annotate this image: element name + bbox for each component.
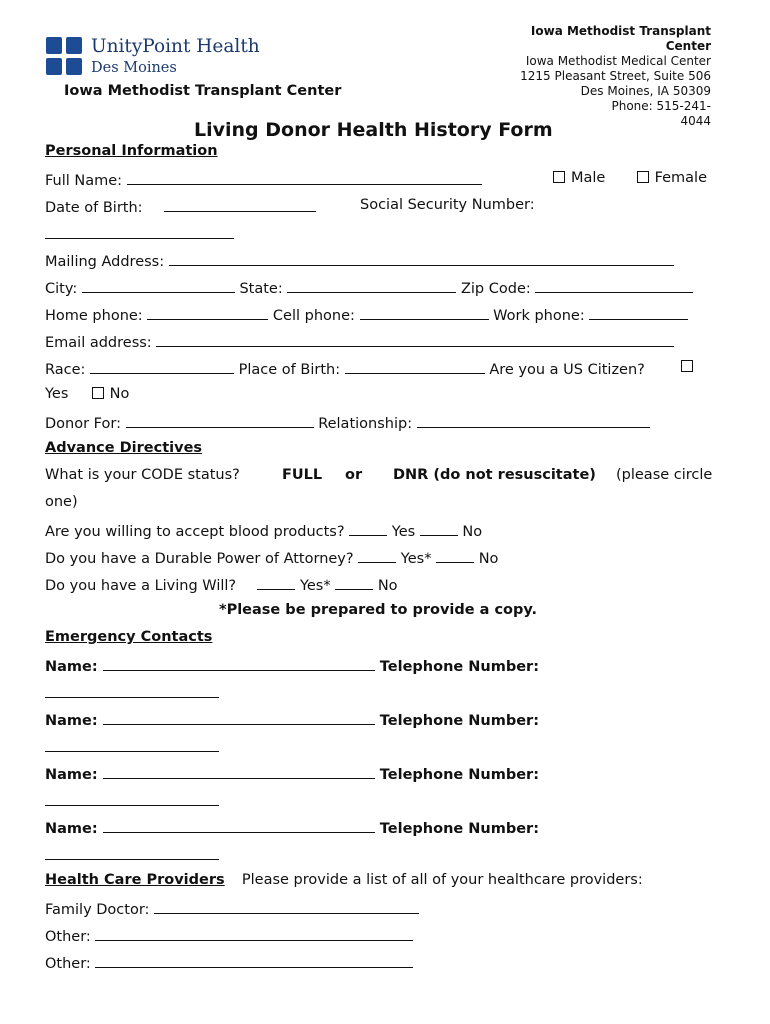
citizen-no-checkbox[interactable] (92, 387, 104, 399)
blood-no-field[interactable] (420, 521, 458, 536)
code-or: or (345, 467, 363, 483)
email-field[interactable] (156, 332, 674, 347)
emergency-name-label: Name: (45, 767, 98, 783)
unitypoint-logo-icon (46, 37, 82, 75)
emergency-telephone-label: Telephone Number: (379, 659, 539, 675)
zip-field[interactable] (535, 278, 693, 293)
will-question: Do you have a Living Will? (45, 578, 237, 594)
gender-options (553, 170, 707, 186)
city-field[interactable] (82, 278, 235, 293)
poa-no-field[interactable] (436, 548, 474, 563)
poa-row (45, 548, 498, 567)
full-name-row (45, 170, 482, 189)
poa-yes-field[interactable] (358, 548, 396, 563)
female-label: Female (654, 170, 708, 186)
home-phone-label: Home phone: (45, 308, 143, 324)
race-label: Race: (45, 362, 86, 378)
will-yes-field[interactable] (257, 575, 295, 590)
ssn-label: Social Security Number: (360, 197, 535, 213)
emergency-telephone-label: Telephone Number: (379, 767, 539, 783)
section-heading-personal: Personal Information (45, 143, 218, 159)
code-question: What is your CODE status? (45, 467, 240, 483)
header-right-line-4: Phone: 515-241- (611, 99, 711, 113)
blood-no-label: No (462, 524, 483, 540)
emergency-name-field-4[interactable] (103, 818, 375, 833)
birthplace-field[interactable] (345, 359, 485, 374)
blood-yes-field[interactable] (349, 521, 387, 536)
female-checkbox[interactable] (637, 171, 649, 183)
male-label: Male (571, 170, 606, 186)
code-full-option[interactable]: FULL (282, 467, 323, 483)
work-phone-field[interactable] (589, 305, 688, 320)
dob-field[interactable] (164, 197, 316, 212)
male-checkbox[interactable] (553, 171, 565, 183)
form-title: Living Donor Health History Form (194, 119, 557, 141)
header-right-line-2: 1215 Pleasant Street, Suite 506 (520, 69, 711, 83)
emergency-contact-3 (45, 764, 539, 783)
email-label: Email address: (45, 335, 152, 351)
donor-row (45, 413, 650, 432)
header-address-block (451, 24, 711, 128)
citizen-label: Are you a US Citizen? (489, 362, 645, 378)
code-circle-note: (please circle (616, 467, 713, 483)
emergency-name-label: Name: (45, 659, 98, 675)
relationship-label: Relationship: (318, 416, 413, 432)
section-heading-providers: Health Care Providers (45, 872, 225, 888)
home-phone-field[interactable] (147, 305, 268, 320)
state-label: State: (239, 281, 283, 297)
family-doctor-field[interactable] (154, 899, 419, 914)
dob-row (45, 197, 316, 216)
emergency-contact-2 (45, 710, 539, 729)
poa-no-label: No (478, 551, 499, 567)
citizen-yes-checkbox[interactable] (681, 360, 693, 372)
poa-question: Do you have a Durable Power of Attorney? (45, 551, 354, 567)
emergency-name-label: Name: (45, 821, 98, 837)
logo-city: Des Moines (91, 60, 177, 76)
poa-yes-label: Yes* (400, 551, 432, 567)
city-state-zip-row (45, 278, 693, 297)
other-provider-label: Other: (45, 956, 91, 972)
citizen-no-label: No (109, 386, 130, 402)
header-right-title-1: Iowa Methodist Transplant (530, 24, 711, 38)
header-right-line-1: Iowa Methodist Medical Center (525, 54, 711, 68)
state-field[interactable] (287, 278, 456, 293)
will-no-field[interactable] (335, 575, 373, 590)
other-provider-field-1[interactable] (95, 926, 413, 941)
will-row (45, 575, 398, 594)
logo-name: UnityPoint Health (91, 36, 260, 57)
header-right-line-5: 4044 (680, 114, 711, 128)
emergency-telephone-label: Telephone Number: (379, 713, 539, 729)
other-provider-label: Other: (45, 929, 91, 945)
emergency-telephone-field-3[interactable] (45, 791, 219, 806)
citizen-options-row (45, 386, 129, 402)
will-no-label: No (377, 578, 398, 594)
header-right-line-3: Des Moines, IA 50309 (580, 84, 711, 98)
code-circle-note-cont: one) (45, 494, 78, 510)
work-phone-label: Work phone: (493, 308, 585, 324)
mailing-row (45, 251, 674, 270)
emergency-telephone-field-2[interactable] (45, 737, 219, 752)
header-center-name: Iowa Methodist Transplant Center (64, 83, 342, 99)
zip-label: Zip Code: (460, 281, 531, 297)
other-provider-field-2[interactable] (95, 953, 413, 968)
emergency-name-field-3[interactable] (103, 764, 375, 779)
family-doctor-label: Family Doctor: (45, 902, 150, 918)
emergency-name-field-1[interactable] (103, 656, 375, 671)
donor-for-field[interactable] (126, 413, 314, 428)
dob-label: Date of Birth: (45, 200, 143, 216)
race-birth-row (45, 359, 645, 378)
emergency-telephone-field-4[interactable] (45, 845, 219, 860)
emergency-telephone-label: Telephone Number: (379, 821, 539, 837)
race-field[interactable] (90, 359, 234, 374)
family-doctor-row (45, 899, 419, 918)
city-label: City: (45, 281, 78, 297)
copy-note: *Please be prepared to provide a copy. (219, 602, 538, 618)
other-provider-row-2 (45, 953, 413, 972)
email-row (45, 332, 674, 351)
birthplace-label: Place of Birth: (238, 362, 341, 378)
section-heading-advance: Advance Directives (45, 440, 203, 456)
other-provider-row-1 (45, 926, 413, 945)
blood-question: Are you willing to accept blood products? (45, 524, 345, 540)
donor-for-label: Donor For: (45, 416, 121, 432)
header-right-title-2: Center (665, 39, 711, 53)
blood-row (45, 521, 482, 540)
providers-heading-row (45, 872, 643, 888)
code-dnr-option[interactable]: DNR (do not resuscitate) (393, 467, 596, 483)
full-name-label: Full Name: (45, 173, 123, 189)
emergency-contact-4 (45, 818, 539, 837)
emergency-contact-1 (45, 656, 539, 675)
cell-phone-label: Cell phone: (272, 308, 355, 324)
section-heading-emergency: Emergency Contacts (45, 629, 213, 645)
full-name-field[interactable] (127, 170, 482, 185)
cell-phone-field[interactable] (360, 305, 489, 320)
emergency-name-label: Name: (45, 713, 98, 729)
ssn-field[interactable] (45, 224, 234, 239)
phones-row (45, 305, 688, 324)
mailing-field[interactable] (169, 251, 674, 266)
citizen-yes-label: Yes (45, 386, 69, 402)
emergency-name-field-2[interactable] (103, 710, 375, 725)
will-yes-label: Yes* (299, 578, 331, 594)
providers-prompt: Please provide a list of all of your healthcare providers: (241, 872, 643, 888)
mailing-label: Mailing Address: (45, 254, 165, 270)
blood-yes-label: Yes (391, 524, 416, 540)
relationship-field[interactable] (417, 413, 650, 428)
emergency-telephone-field-1[interactable] (45, 683, 219, 698)
